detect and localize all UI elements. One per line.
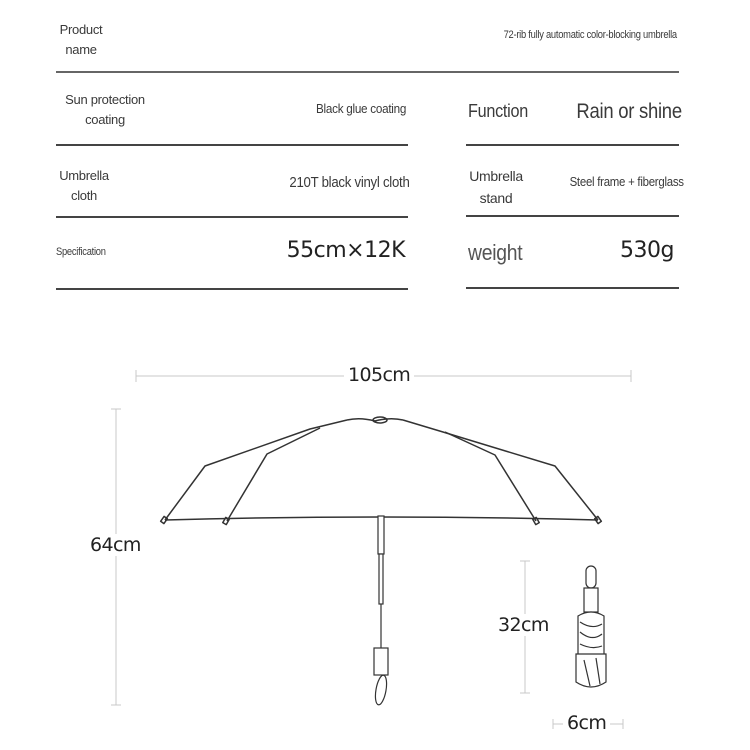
function-value: Rain or shine <box>576 100 682 123</box>
umbrella-stand-label-line2: stand <box>479 190 513 206</box>
umbrella-stand-value: Steel frame + fiberglass <box>569 174 684 189</box>
specification-value: 55cm×12K <box>286 238 405 263</box>
sun-protection-label-line2: coating <box>85 112 125 127</box>
open-height-label: 64cm <box>86 534 145 556</box>
umbrella-shaft-icon <box>373 516 388 706</box>
umbrella-cloth-label-line2: cloth <box>71 188 97 203</box>
umbrella-cloth-label-line1: Umbrella <box>59 168 109 183</box>
product-name-label-line1: Product <box>59 22 103 37</box>
umbrella-stand-label-line1: Umbrella <box>469 168 523 184</box>
specification-label: Specification <box>56 246 106 258</box>
folded-width-label: 6cm <box>563 712 610 734</box>
sun-protection-value: Black glue coating <box>315 101 406 116</box>
product-name-value: 72-rib fully automatic color-blocking umbrella <box>503 29 677 41</box>
weight-label: weight <box>468 240 523 265</box>
weight-value: 530g <box>620 238 674 263</box>
open-width-label: 105cm <box>344 364 414 386</box>
product-name-label-line2: name <box>65 42 97 57</box>
folded-length-label: 32cm <box>494 614 553 636</box>
umbrella-cloth-value: 210T black vinyl cloth <box>289 174 410 191</box>
open-umbrella-icon <box>161 417 602 525</box>
height-dimension-line <box>111 409 121 705</box>
folded-umbrella-icon <box>576 566 606 687</box>
function-label: Function <box>468 101 528 121</box>
sun-protection-label-line1: Sun protection <box>65 92 145 107</box>
